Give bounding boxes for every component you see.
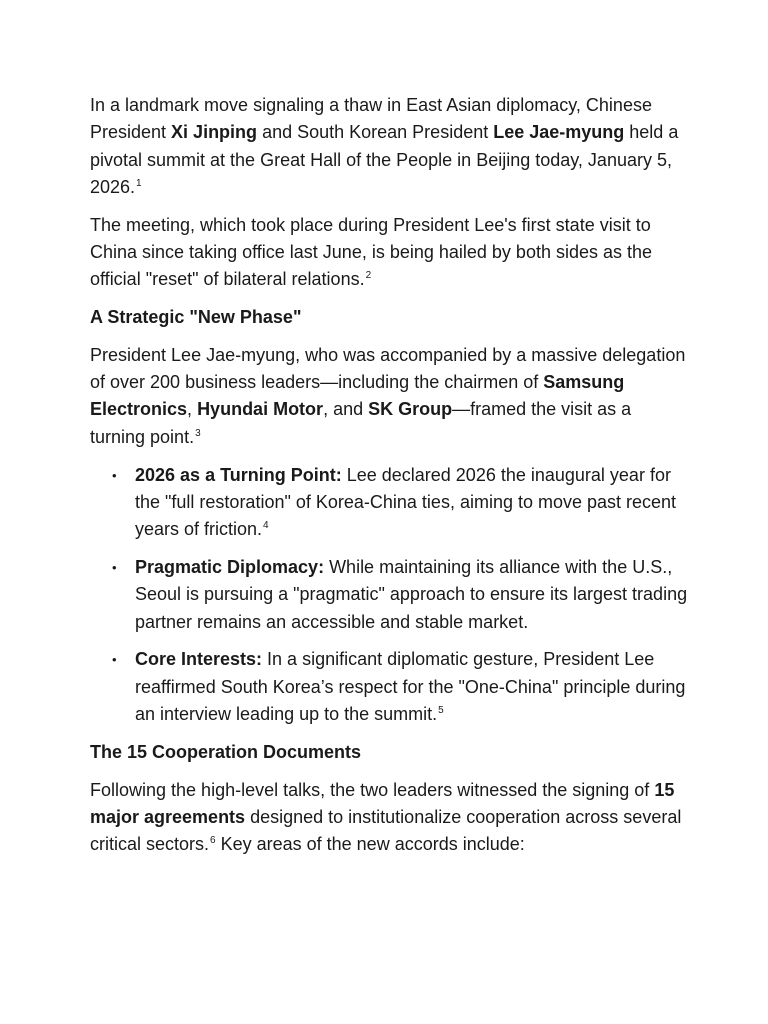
text-span: designed to institutionalize cooperation across several critical sectors. (90, 806, 682, 855)
paragraph-agreements (90, 777, 690, 859)
list-item-text: While maintaining its alliance with the U.S., Seoul is pursuing a "pragmatic" approach to ensure its largest trading partner remains an accessible and stable market. (135, 556, 688, 632)
bold-samsung: Samsung Electronics (90, 372, 625, 420)
text-span: The meeting, which took place during President Lee's first state visit to China since taking office last June, is being hailed by both sides as the official "reset" of bilateral relations. (90, 214, 653, 290)
bullet-icon: • (112, 467, 117, 483)
bullet-icon: • (112, 559, 117, 575)
list-item-text: Lee declared 2026 the inaugural year for the "full restoration" of Korea-China ties, aiming to move past recent years of friction. (135, 464, 677, 540)
bullet-list (90, 462, 690, 729)
text-span: In a landmark move signaling a thaw in East Asian diplomacy, Chinese President (90, 95, 652, 143)
bold-sk-group: SK Group (368, 399, 453, 420)
list-item-heading: Core Interests: (135, 649, 263, 670)
list-item (90, 646, 690, 728)
text-span: and South Korean President (257, 122, 494, 143)
bold-name-xi: Xi Jinping (171, 122, 258, 143)
list-item (90, 462, 690, 544)
bold-name-lee: Lee Jae-myung (493, 122, 625, 143)
text-span: held a pivotal summit at the Great Hall of the People in Beijing today, January 5, 2026. (90, 122, 679, 197)
bold-hyundai: Hyundai Motor (197, 399, 324, 420)
heading-new-phase: A Strategic "New Phase" (90, 307, 302, 328)
footnote-ref-4[interactable]: 4 (263, 520, 269, 532)
footnote-ref-6[interactable]: 6 (210, 835, 216, 847)
paragraph-intro (90, 92, 690, 201)
text-span: President Lee Jae-myung, who was accompanied by a massive delegation of over 200 business leaders—including the chairmen of (90, 344, 686, 393)
paragraph-reset (90, 212, 690, 294)
text-span: , (187, 399, 198, 420)
footnote-ref-3[interactable]: 3 (195, 427, 201, 439)
list-item-text: In a significant diplomatic gesture, President Lee reaffirmed South Korea’s respect for the "One-China" principle during an interview leading up to the summit. (135, 649, 686, 724)
bullet-icon: • (112, 652, 117, 668)
list-item-heading: 2026 as a Turning Point: (135, 464, 342, 485)
text-span: Key areas of the new accords include: (215, 834, 525, 855)
text-span: Following the high-level talks, the two leaders witnessed the signing of (90, 779, 655, 800)
footnote-ref-2[interactable]: 2 (365, 270, 372, 282)
footnote-ref-1[interactable]: 1 (136, 177, 142, 189)
list-item (90, 554, 690, 636)
paragraph-delegation (90, 342, 690, 451)
bold-15-agreements: 15 major agreements (90, 779, 675, 827)
list-item-heading: Pragmatic Diplomacy: (135, 556, 325, 577)
heading-cooperation-documents: The 15 Cooperation Documents (90, 741, 362, 762)
text-span: —framed the visit as a turning point. (90, 399, 632, 447)
text-span: , and (323, 399, 369, 420)
document-body (90, 92, 690, 869)
footnote-ref-5[interactable]: 5 (438, 704, 444, 716)
